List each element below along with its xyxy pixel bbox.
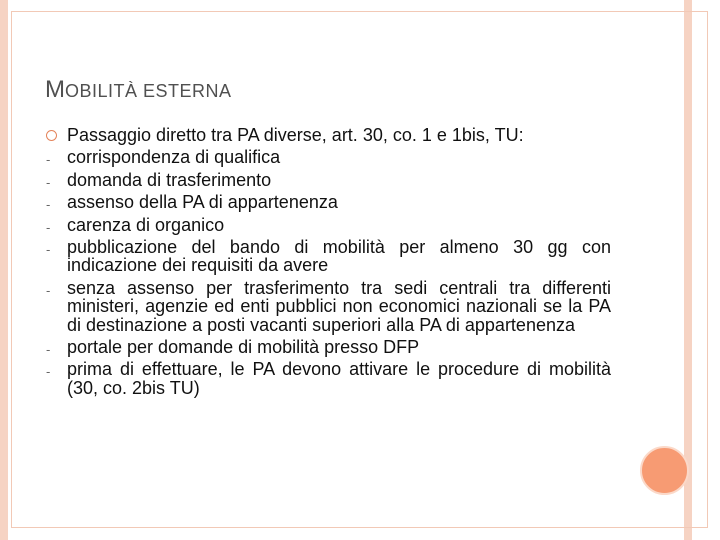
circle-bullet-icon [46, 130, 57, 141]
title-initial: M [45, 76, 65, 103]
dash-bullet-icon: - [46, 152, 51, 168]
dash-bullet-icon: - [46, 219, 51, 235]
decor-circle [640, 446, 689, 495]
dash-bullet-icon: - [46, 364, 51, 380]
item-text: assenso della PA di appartenenza [67, 192, 338, 213]
slide-title [45, 76, 232, 104]
dash-bullet-icon: - [46, 197, 51, 213]
bullet-list [45, 126, 611, 401]
item-text: corrispondenza di qualifica [67, 147, 281, 168]
item-text: prima di effettuare, le PA devono attivare le procedure di mobilità (30, co. 2bis TU) [67, 359, 611, 398]
item-text: portale per domande di mobilità presso DFP [67, 337, 420, 358]
left-decor-bar [0, 0, 8, 540]
item-text: senza assenso per trasferimento tra sedi centrali tra differenti ministeri, agenzie ed enti pubblici non economici nazionali se la PA di destinazione a posti vacanti superiori alla PA di appartenenza [67, 277, 611, 335]
intro-text: Passaggio diretto tra PA diverse, art. 30, co. 1 e 1bis, TU: [67, 125, 524, 145]
dash-bullet-icon: - [46, 174, 51, 190]
list-item [45, 148, 611, 166]
dash-bullet-icon: - [46, 282, 51, 298]
list-item [45, 279, 611, 334]
list-item [45, 238, 611, 275]
list-item [45, 171, 611, 189]
title-rest: OBILITÀ ESTERNA [65, 81, 232, 101]
item-text: pubblicazione del bando di mobilità per almeno 30 gg con indicazione dei requisiti da avere [67, 237, 611, 276]
list-item [45, 193, 611, 211]
list-item [45, 360, 611, 397]
dash-bullet-icon: - [46, 242, 51, 258]
list-item [45, 126, 611, 144]
list-item [45, 338, 611, 356]
list-item [45, 216, 611, 234]
item-text: carenza di organico [67, 214, 225, 235]
item-text: domanda di trasferimento [67, 169, 272, 190]
dash-bullet-icon: - [46, 342, 51, 358]
